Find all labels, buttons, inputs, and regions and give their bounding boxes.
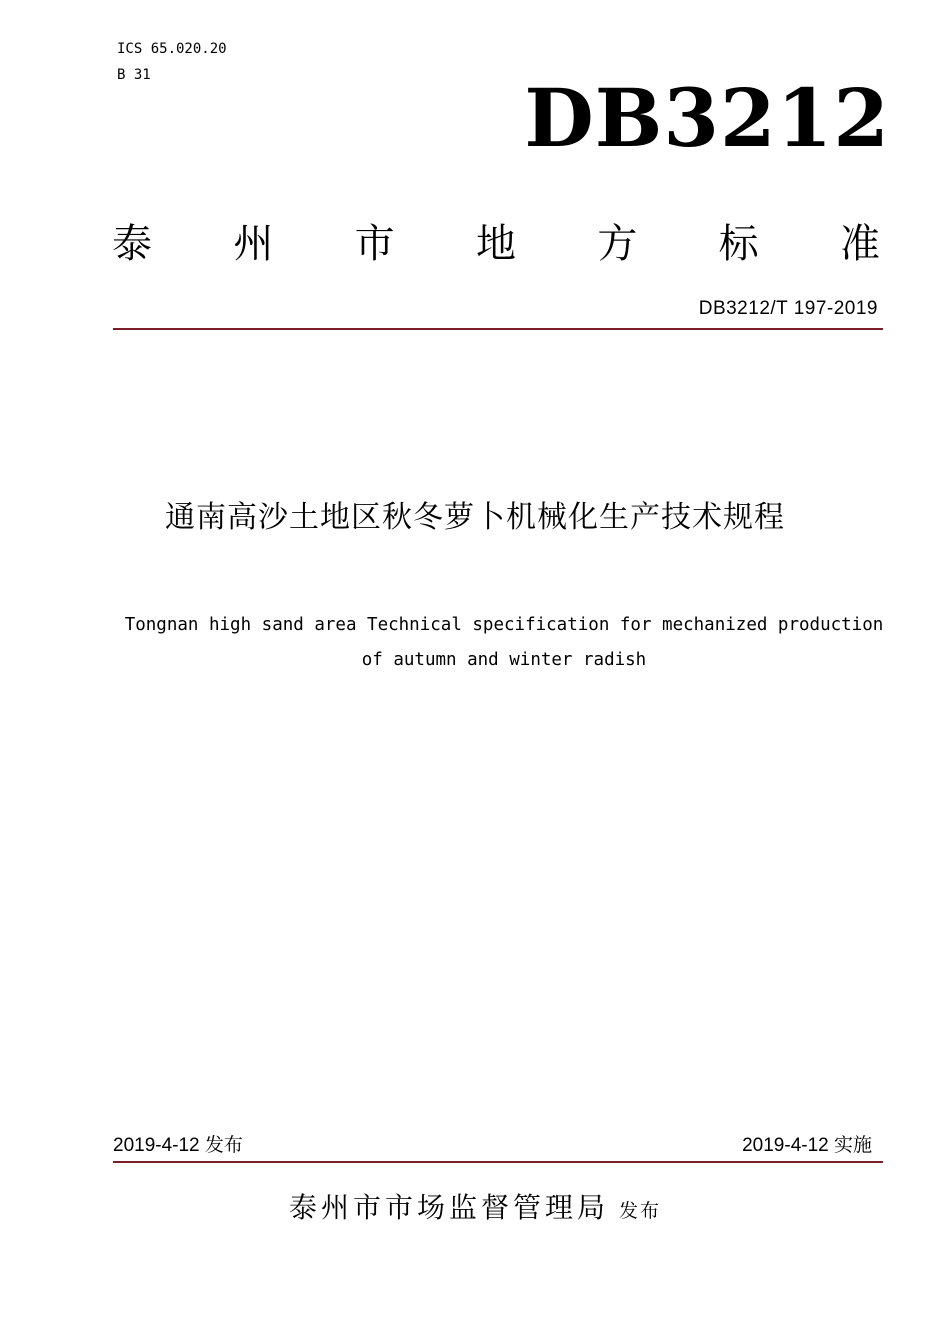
standard-type-char: 州 — [233, 221, 274, 267]
issuer-line — [0, 1188, 950, 1232]
standard-type-char: 地 — [475, 221, 516, 267]
standard-code: DB3212 — [524, 71, 890, 165]
top-divider — [113, 328, 883, 330]
standard-type-char: 泰 — [112, 221, 152, 267]
bottom-divider — [113, 1161, 883, 1163]
chinese-title: 通南高沙土地区秋冬萝卜机械化生产技术规程 — [165, 500, 785, 535]
issuer-name: 泰州市市场监督管理局 — [288, 1191, 609, 1224]
english-title-line: Tongnan high sand area Technical specification for mechanized production — [124, 615, 884, 635]
standard-type-char: 标 — [718, 221, 759, 267]
standard-type-heading — [112, 218, 880, 270]
standard-type-char: 市 — [354, 221, 395, 267]
ics-code: ICS 65.020.20 — [117, 41, 227, 57]
standard-type-char: 准 — [839, 221, 880, 267]
standard-type-char: 方 — [597, 221, 638, 267]
issuer-suffix: 发布 — [619, 1200, 662, 1222]
publish-date: 2019-4-12 发布 — [113, 1135, 243, 1156]
standard-number: DB3212/T 197-2019 — [698, 298, 878, 319]
english-title — [100, 608, 908, 678]
classification-code: B 31 — [117, 67, 151, 83]
english-title-line: of autumn and winter radish — [361, 650, 647, 670]
implement-date: 2019-4-12 实施 — [742, 1135, 872, 1156]
